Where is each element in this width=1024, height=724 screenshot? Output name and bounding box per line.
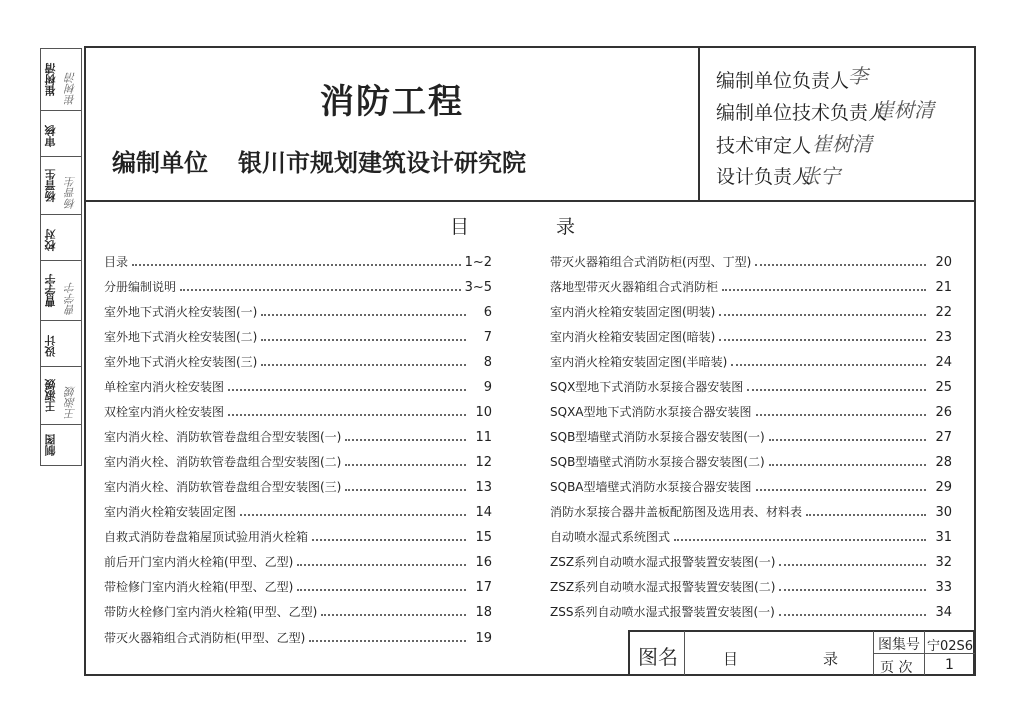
header-divider	[84, 200, 976, 202]
toc-entry	[550, 575, 952, 595]
signature: 李	[848, 64, 868, 88]
toc-entry-page: 20	[935, 255, 952, 270]
review-cell	[41, 49, 81, 111]
review-signature: 曹学宇	[64, 282, 77, 315]
toc-entry-title: 室内消火栓箱安装固定图(明装)	[550, 305, 716, 319]
review-cell	[41, 157, 81, 215]
toc-entry-title: SQXA型地下式消防水泵接合器安装图	[550, 405, 752, 419]
toc-entry-page: 23	[935, 330, 952, 345]
signoff-row	[716, 98, 887, 125]
toc-entry	[104, 500, 492, 520]
toc-entry-page: 16	[475, 555, 492, 570]
toc-entry-title: ZSS系列自动喷水湿式报警装置安装图(一)	[550, 605, 775, 619]
toc-entry	[550, 300, 952, 320]
signoff-role: 编制单位技术负责人	[716, 102, 888, 124]
toc-entry-title: 室外地下式消火栓安装图(一)	[104, 305, 258, 319]
toc-entry-title: SQB型墙壁式消防水泵接合器安装图(二)	[550, 455, 765, 469]
review-cell	[41, 111, 81, 157]
review-cell	[41, 367, 81, 425]
review-label: 曹学宇	[44, 274, 57, 308]
toc-entry-page: 3~5	[464, 280, 492, 295]
toc-entry	[104, 350, 492, 370]
review-label: 设计	[44, 335, 57, 357]
toc-leader	[345, 439, 466, 441]
toc-entry-page: 29	[935, 480, 952, 495]
toc-leader	[755, 264, 926, 266]
toc-entry-title: ZSZ系列自动喷水湿式报警装置安装图(一)	[550, 555, 776, 569]
toc-entry-title: SQX型地下式消防水泵接合器安装图	[550, 380, 744, 394]
toc-entry-title: 目录	[104, 255, 129, 269]
toc-leader	[769, 439, 926, 441]
review-label: 杨晋生	[44, 169, 57, 203]
atlas-number-value: 宁02S6	[927, 639, 974, 654]
toc-entry	[550, 250, 952, 270]
toc-entry-page: 18	[475, 605, 492, 620]
signoff-role: 编制单位负责人	[716, 70, 850, 92]
toc-entry-title: 落地型带灭火器箱组合式消防柜	[550, 280, 719, 294]
toc-entry-page: 34	[935, 605, 952, 620]
signoff-role: 技术审定人	[716, 135, 812, 157]
title-block-divider	[684, 631, 685, 675]
signoff-row	[716, 131, 811, 158]
toc-entry-page: 31	[935, 530, 952, 545]
toc-entry	[550, 400, 952, 420]
drawing-name-label: 图名	[638, 645, 678, 669]
atlas-number-label: 图集号	[878, 637, 920, 653]
toc-leader	[180, 289, 461, 291]
toc-entry-title: 分册编制说明	[104, 280, 177, 294]
toc-entry-title: 双栓室内消火栓安装图	[104, 405, 225, 419]
toc-leader	[309, 640, 466, 642]
toc-entry	[104, 400, 492, 420]
toc-entry-title: SQB型墙壁式消防水泵接合器安装图(一)	[550, 430, 765, 444]
toc-entry-title: 室内消火栓箱安装固定图(暗装)	[550, 330, 716, 344]
toc-leader	[806, 514, 926, 516]
toc-leader	[779, 564, 926, 566]
toc-entry-title: 室内消火栓、消防软管卷盘组合型安装图(三)	[104, 480, 342, 494]
toc-entry	[104, 425, 492, 445]
toc-entry	[104, 475, 492, 495]
toc-entry-page: 32	[935, 555, 952, 570]
toc-entry-page: 9	[483, 380, 492, 395]
toc-leader	[345, 464, 466, 466]
toc-entry-page: 26	[935, 405, 952, 420]
toc-leader	[297, 564, 466, 566]
toc-entry	[104, 450, 492, 470]
toc-entry	[550, 600, 952, 620]
toc-leader	[779, 614, 926, 616]
toc-entry	[550, 450, 952, 470]
toc-entry-page: 8	[483, 355, 492, 370]
toc-entry-title: 前后开门室内消火栓箱(甲型、乙型)	[104, 555, 294, 569]
toc-leader	[261, 314, 466, 316]
toc-entry-page: 25	[935, 380, 952, 395]
toc-entry-page: 13	[475, 480, 492, 495]
review-label: 制图	[44, 434, 57, 456]
review-cell	[41, 215, 81, 261]
toc-entry	[104, 575, 492, 595]
toc-entry	[104, 525, 492, 545]
toc-leader	[297, 589, 466, 591]
toc-entry-title: 带防火栓修门室内消火栓箱(甲型、乙型)	[104, 605, 318, 619]
signoff-row	[716, 162, 811, 189]
toc-entry-title: 带灭火器箱组合式消防柜(甲型、乙型)	[104, 631, 306, 645]
signature: 崔树清	[812, 132, 872, 156]
toc-leader	[719, 314, 926, 316]
toc-entry-page: 27	[935, 430, 952, 445]
toc-leader	[312, 539, 466, 541]
toc-entry-title: 带灭火器箱组合式消防柜(丙型、丁型)	[550, 255, 752, 269]
toc-entry-page: 28	[935, 455, 952, 470]
toc-entry-page: 10	[475, 405, 492, 420]
toc-entry-title: 自救式消防卷盘箱屋顶试验用消火栓箱	[104, 530, 309, 544]
toc-entry-page: 33	[935, 580, 952, 595]
toc-entry-title: 室内消火栓箱安装固定图(半暗装)	[550, 355, 728, 369]
toc-leader	[261, 364, 466, 366]
toc-leader	[719, 339, 926, 341]
compiler-label: 编制单位	[112, 149, 208, 177]
toc-entry-page: 7	[483, 330, 492, 345]
toc-leader	[132, 264, 461, 266]
toc-entry-page: 11	[475, 430, 492, 445]
toc-entry-title: 单栓室内消火栓安装图	[104, 380, 225, 394]
review-label: 崔树清	[44, 63, 57, 97]
toc-entry	[550, 325, 952, 345]
toc-entry-page: 6	[483, 305, 492, 320]
toc-entry-title: ZSZ系列自动喷水湿式报警装置安装图(二)	[550, 580, 776, 594]
toc-leader	[756, 414, 927, 416]
toc-entry-title: SQBA型墙壁式消防水泵接合器安装图	[550, 480, 752, 494]
toc-entry	[104, 300, 492, 320]
toc-leader	[769, 464, 926, 466]
toc-entry	[550, 475, 952, 495]
toc-entry	[550, 500, 952, 520]
toc-leader	[228, 414, 466, 416]
toc-entry-title: 室外地下式消火栓安装图(三)	[104, 355, 258, 369]
toc-entry-page: 19	[475, 631, 492, 646]
toc-heading-left: 目	[450, 216, 470, 238]
toc-entry	[550, 350, 952, 370]
review-signature: 崔树清	[64, 72, 77, 105]
toc-entry	[104, 325, 492, 345]
toc-entry-page: 14	[475, 505, 492, 520]
toc-leader	[674, 539, 926, 541]
toc-entry-page: 15	[475, 530, 492, 545]
signoff-row	[716, 66, 849, 93]
drawing-name-char: 录	[823, 650, 839, 668]
toc-leader	[240, 514, 466, 516]
toc-leader	[722, 289, 926, 291]
toc-leader	[261, 339, 466, 341]
page-number-value: 1	[945, 657, 954, 673]
toc-entry-page: 24	[935, 355, 952, 370]
toc-entry	[550, 425, 952, 445]
page-title: 消防工程	[320, 82, 464, 122]
toc-entry-title: 室内消火栓、消防软管卷盘组合型安装图(二)	[104, 455, 342, 469]
toc-entry	[550, 525, 952, 545]
toc-leader	[731, 364, 926, 366]
review-cell	[41, 425, 81, 465]
toc-entry	[104, 626, 492, 646]
toc-entry-title: 室外地下式消火栓安装图(二)	[104, 330, 258, 344]
toc-entry	[104, 250, 492, 270]
toc-entry-page: 17	[475, 580, 492, 595]
toc-leader	[779, 589, 926, 591]
toc-entry-page: 22	[935, 305, 952, 320]
toc-entry-page: 30	[935, 505, 952, 520]
toc-entry	[104, 275, 492, 295]
toc-entry-page: 21	[935, 280, 952, 295]
toc-entry-title: 室内消火栓、消防软管卷盘组合型安装图(一)	[104, 430, 342, 444]
toc-leader	[321, 614, 466, 616]
toc-leader	[345, 489, 466, 491]
toc-leader	[228, 389, 466, 391]
toc-entry	[550, 275, 952, 295]
review-signature: 王淑媛	[64, 386, 77, 419]
drawing-name-char: 目	[723, 650, 739, 668]
toc-entry	[550, 375, 952, 395]
toc-entry-title: 消防水泵接合器井盖板配筋图及选用表、材料表	[550, 505, 803, 519]
review-label: 王淑媛	[44, 379, 57, 413]
review-strip	[40, 48, 82, 466]
review-cell	[41, 261, 81, 321]
toc-leader	[747, 389, 926, 391]
toc-entry	[104, 600, 492, 620]
signature: 张宁	[800, 164, 840, 188]
review-label: 审核	[44, 125, 57, 147]
toc-entry-title: 室内消火栓箱安装固定图	[104, 505, 237, 519]
page-number-label: 页 次	[880, 660, 913, 676]
signoff-role: 设计负责人	[716, 166, 812, 188]
toc-entry-title: 自动喷水湿式系统图式	[550, 530, 671, 544]
toc-entry-page: 1~2	[464, 255, 492, 270]
compiler-name: 银川市规划建筑设计研究院	[238, 149, 526, 177]
review-signature: 杨晋生	[64, 176, 77, 209]
signature: 崔树清	[874, 98, 934, 122]
toc-entry	[104, 550, 492, 570]
toc-leader	[756, 489, 926, 491]
toc-entry-title: 带检修门室内消火栓箱(甲型、乙型)	[104, 580, 294, 594]
signoff-divider	[698, 47, 700, 200]
toc-entry	[550, 550, 952, 570]
review-label: 校对	[44, 229, 57, 251]
review-cell	[41, 321, 81, 367]
toc-entry-page: 12	[475, 455, 492, 470]
toc-entry	[104, 375, 492, 395]
toc-heading-right: 录	[556, 216, 576, 238]
